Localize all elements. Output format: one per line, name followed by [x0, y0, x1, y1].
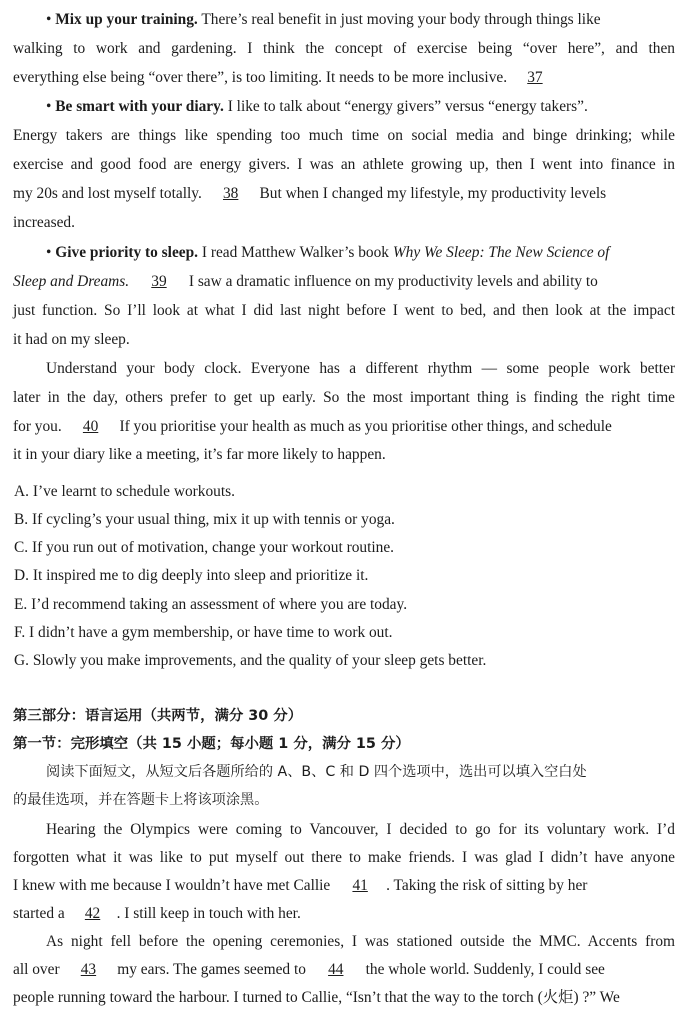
cloze-p1-line-2: forgotten what it was like to put myself out there to make friends. I was glad I didn’t have anyone — [13, 849, 675, 866]
book-title: Why We Sleep: The New Science of — [392, 244, 610, 261]
cloze-p2-line-2: all over 43 my ears. The games seemed to 44 the whole world. Suddenly, I could see — [13, 961, 605, 978]
tip-3-line-2: Sleep and Dreams. 39 I saw a dramatic influence on my productivity levels and ability to — [13, 273, 598, 290]
bullet-icon: • — [46, 11, 52, 28]
option-d: D. It inspired me to dig deeply into sleep and prioritize it. — [14, 567, 369, 584]
tip-3-line-3: just function. So I’ll look at what I did last night before I went to bed, and then look at the impact — [13, 302, 675, 319]
cloze-p1-line-3: I knew with me because I wouldn’t have met Callie 41 . Taking the risk of sitting by her — [13, 877, 588, 894]
closing-line-2: later in the day, others prefer to get up early. So the most important thing is finding the right time — [13, 389, 675, 406]
tip-1-heading: Mix up your training. — [55, 11, 198, 28]
tip-1-line-3: everything else being “over there”, is too limiting. It needs to be more inclusive. 37 — [13, 70, 559, 85]
blank-42[interactable]: 42 — [84, 905, 101, 922]
tip-1-line-1: • Mix up your training. There’s real benefit in just moving your body through things like — [46, 11, 601, 28]
blank-37[interactable]: 37 — [527, 69, 543, 86]
option-b: B. If cycling’s your usual thing, mix it up with tennis or yoga. — [14, 511, 395, 528]
cloze-p1-line-1: Hearing the Olympics were coming to Vancouver, I decided to go for its voluntary work. I’d — [46, 821, 675, 838]
closing-line-3: for you. 40 If you prioritise your health as much as you prioritise other things, and schedule — [13, 418, 612, 435]
option-e: E. I’d recommend taking an assessment of where you are today. — [14, 596, 408, 613]
tip-2-heading: Be smart with your diary. — [55, 98, 224, 115]
cloze-p2-line-1: As night fell before the opening ceremonies, I was stationed outside the MMC. Accents from — [46, 933, 675, 950]
option-c: C. If you run out of motivation, change your workout routine. — [14, 539, 395, 556]
option-a: A. I’ve learnt to schedule workouts. — [14, 483, 235, 500]
tip-2-line-3: exercise and good food are energy givers. I was an athlete growing up, then I went into finance in — [13, 156, 675, 173]
cloze-p2-line-3: people running toward the harbour. I turned to Callie, “Isn’t that the way to the torch (火炬) ?” We — [13, 989, 620, 1006]
blank-40[interactable]: 40 — [82, 418, 99, 435]
option-g: G. Slowly you make improvements, and the quality of your sleep gets better. — [14, 652, 487, 669]
blank-41[interactable]: 41 — [352, 877, 368, 894]
bullet-icon: • — [46, 244, 52, 261]
book-title-cont: Sleep and Dreams. — [13, 273, 130, 290]
cloze-p1-line-4: started a 42 . I still keep in touch with her. — [13, 905, 301, 922]
tip-1-line-2: walking to work and gardening. I think the concept of exercise being “over here”, and then — [13, 40, 675, 57]
tip-2-line-2: Energy takers are things like spending too much time on social media and binge drinking; while — [13, 127, 675, 144]
tip-3-line-1: • Give priority to sleep. I read Matthew Walker’s book Why We Sleep: The New Science of — [46, 244, 610, 261]
tip-3-heading: Give priority to sleep. — [55, 244, 199, 261]
tip-3-line-4: it had on my sleep. — [13, 331, 130, 348]
section1-title: 第一节：完形填空（共 15 小题；每小题 1 分，满分 15 分） — [13, 736, 410, 752]
option-f: F. I didn’t have a gym membership, or have time to work out. — [14, 624, 393, 641]
instruction-line-1: 阅读下面短文，从短文后各题所给的 A、B、C 和 D 四个选项中，选出可以填入空白处 — [46, 764, 587, 780]
closing-line-1: Understand your body clock. Everyone has a different rhythm — some people work better — [46, 360, 675, 377]
closing-line-4: it in your diary like a meeting, it’s far more likely to happen. — [13, 446, 386, 463]
tip-2-line-4: my 20s and lost myself totally. 38 But when I changed my lifestyle, my productivity levels — [13, 185, 607, 202]
blank-44[interactable]: 44 — [328, 961, 344, 978]
bullet-icon: • — [46, 98, 52, 115]
part3-title: 第三部分：语言运用（共两节，满分 30 分） — [13, 708, 303, 724]
instruction-line-2: 的最佳选项，并在答题卡上将该项涂黑。 — [13, 792, 269, 808]
blank-43[interactable]: 43 — [80, 961, 97, 978]
blank-38[interactable]: 38 — [222, 185, 239, 202]
tip-2-line-1: • Be smart with your diary. I like to talk about “energy givers” versus “energy takers”. — [46, 98, 588, 115]
blank-39[interactable]: 39 — [151, 273, 167, 290]
tip-2-line-5: increased. — [13, 214, 75, 231]
